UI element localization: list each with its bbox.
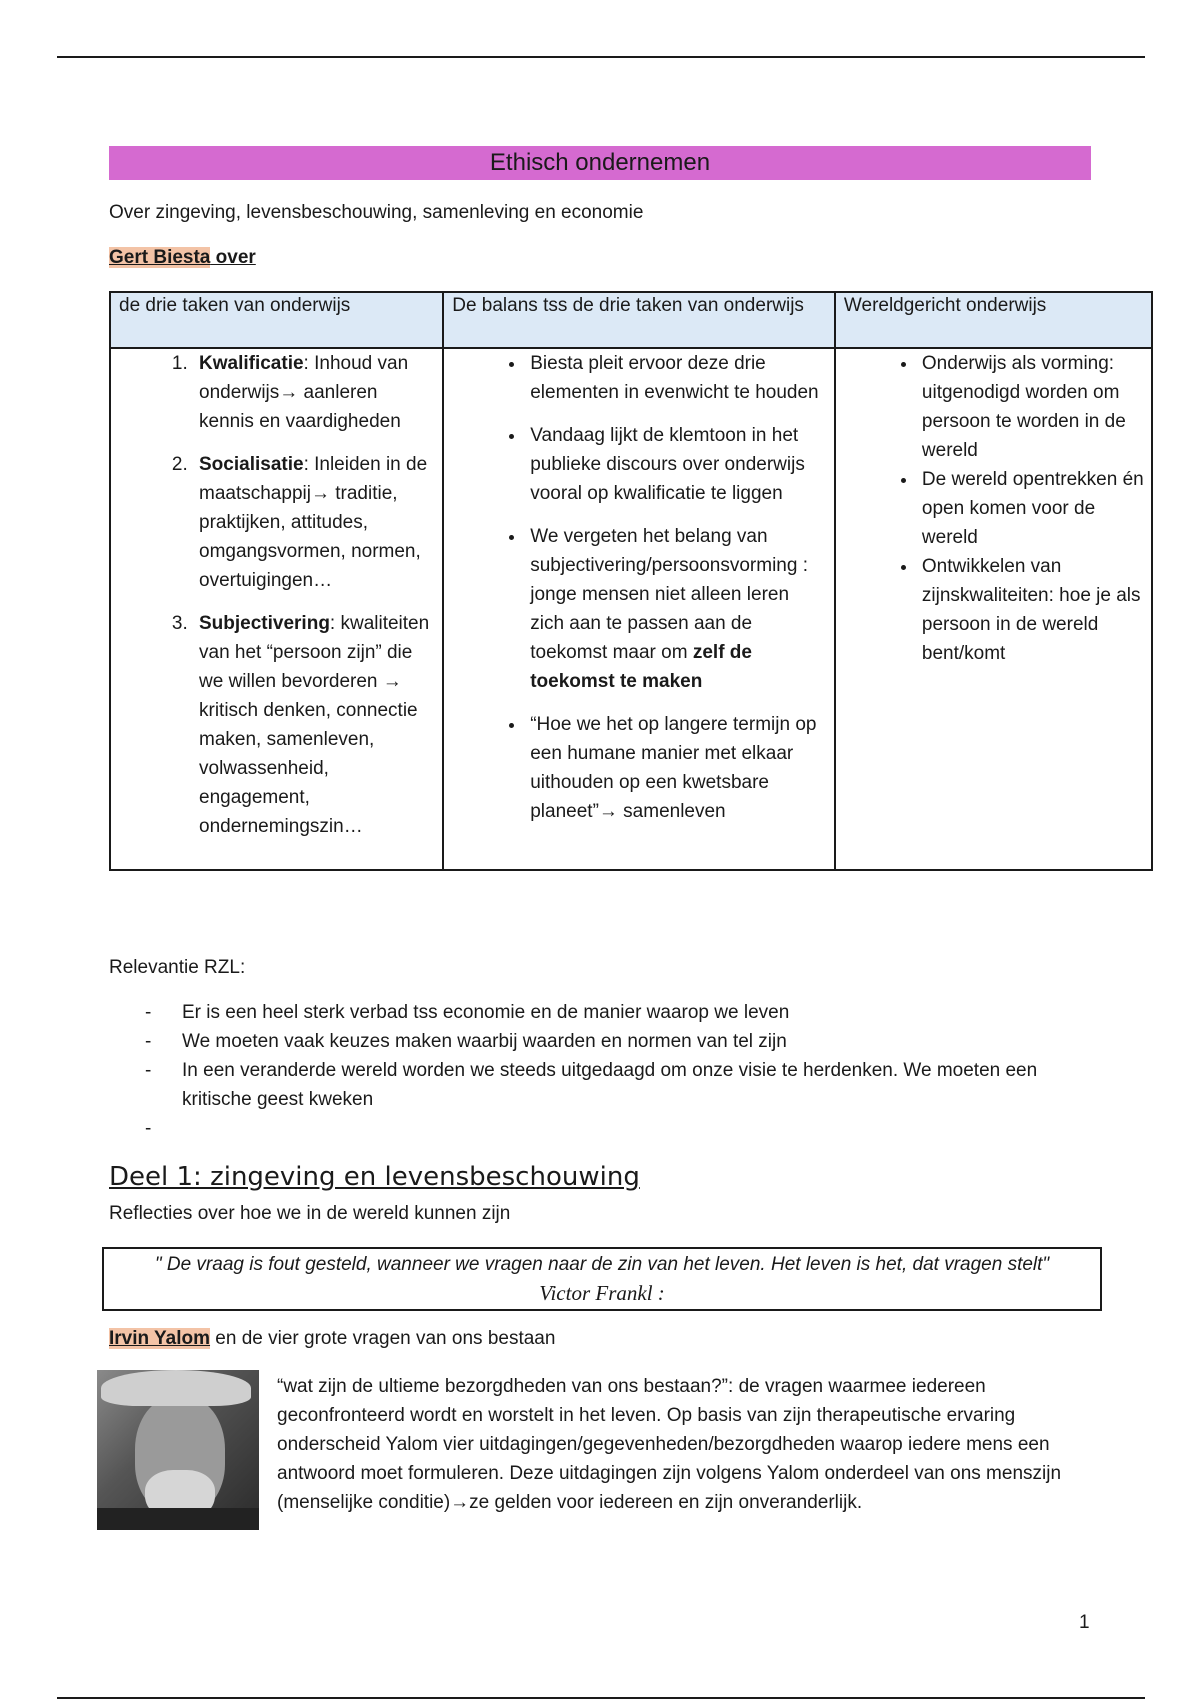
quote-box bbox=[102, 1247, 1102, 1311]
list-item: - In een veranderde wereld worden we steeds uitgedaagd om onze visie te herdenken. We moeten een kritische geest kweken bbox=[109, 1056, 1069, 1114]
table-header-cell: Wereldgericht onderwijs bbox=[835, 292, 1152, 348]
list-item: - We moeten vaak keuzes maken waarbij waarden en normen van tel zijn bbox=[109, 1027, 1069, 1056]
list-item bbox=[109, 1114, 1069, 1143]
list-item: • “Hoe we het op langere termijn op een humane manier met elkaar uithouden op een kwetsbare planeet”→ samenleven bbox=[526, 710, 828, 826]
quote-text: " De vraag is fout gesteld, wanneer we vragen naar de zin van het leven. Het leven is het, dat vragen stelt" bbox=[154, 1254, 1050, 1275]
relevance-heading: Relevantie RZL: bbox=[109, 957, 246, 978]
bottom-rule bbox=[57, 1697, 1145, 1699]
portrait-shirt bbox=[97, 1508, 259, 1530]
list-item: • De wereld opentrekken én open komen voor de wereld bbox=[918, 465, 1145, 552]
gert-biesta-suffix: over bbox=[210, 247, 256, 268]
table-header-cell: De balans tss de drie taken van onderwijs bbox=[443, 292, 835, 348]
yalom-portrait-image bbox=[97, 1370, 259, 1530]
list-item: 1. Kwalificatie: Inhoud van onderwijs→ aanleren kennis en vaardigheden bbox=[193, 349, 436, 436]
list-item: • Biesta pleit ervoor deze drie elementen in evenwicht te houden bbox=[526, 349, 828, 407]
list-item: 3. Subjectivering: kwaliteiten van het “persoon zijn” die we willen bevorderen → kritisch denken, connectie maken, samenleven, volwassenheid, engagement, ondernemingszin… bbox=[193, 609, 436, 841]
document-title: Ethisch ondernemen bbox=[109, 146, 1091, 180]
list-item: • Onderwijs als vorming: uitgenodigd worden om persoon te worden in de wereld bbox=[918, 349, 1145, 465]
page-number: 1 bbox=[1079, 1612, 1090, 1633]
section-subheading: Reflecties over hoe we in de wereld kunnen zijn bbox=[109, 1203, 511, 1224]
gert-biesta-heading bbox=[109, 244, 256, 272]
table-header-cell: de drie taken van onderwijs bbox=[110, 292, 443, 348]
yalom-name: Irvin Yalom bbox=[109, 1328, 211, 1349]
document-subtitle: Over zingeving, levensbeschouwing, samenleving en economie bbox=[109, 202, 644, 223]
list-item: • Ontwikkelen van zijnskwaliteiten: hoe je als persoon in de wereld bent/komt bbox=[918, 552, 1145, 668]
top-rule bbox=[57, 56, 1145, 58]
table-cell-balance bbox=[443, 348, 835, 870]
list-item: 2. Socialisatie: Inleiden in de maatschappij→ traditie, praktijken, attitudes, omgangsvormen, normen, overtuigingen… bbox=[193, 450, 436, 595]
yalom-paragraph: “wat zijn de ultieme bezorgdheden van ons bestaan?”: de vragen waarmee iedereen geconfronteerd wordt en worstelt in het leven. Op basis van zijn therapeutische ervaring onderscheid Yalom vier uitdagingen/gegevenheden/bezorgdheden waarop iedere mens een antwoord moet formuleren. Deze uitdagingen zijn volgens Yalom onderdeel van ons menszijn (menselijke conditie)→ze gelden voor iedereen en zijn onveranderlijk. bbox=[277, 1376, 1062, 1513]
list-item: • Vandaag lijkt de klemtoon in het publieke discours over onderwijs vooral op kwalificatie te liggen bbox=[526, 421, 828, 508]
portrait-hat bbox=[101, 1370, 251, 1406]
list-item: • We vergeten het belang van subjectivering/persoonsvorming : jonge mensen niet alleen leren zich aan te passen aan de toekomst maar om zelf de toekomst te maken bbox=[526, 522, 828, 696]
yalom-heading-rest: en de vier grote vragen van ons bestaan bbox=[210, 1328, 556, 1349]
gert-biesta-name: Gert Biesta bbox=[109, 247, 211, 268]
section-heading: Deel 1: zingeving en levensbeschouwing bbox=[109, 1162, 640, 1192]
table-cell-tasks bbox=[110, 348, 443, 870]
relevance-list bbox=[109, 998, 1069, 1143]
tasks-table bbox=[109, 291, 1153, 871]
quote-author: Victor Frankl : bbox=[539, 1281, 665, 1305]
yalom-heading bbox=[109, 1325, 555, 1353]
list-item: - Er is een heel sterk verbad tss economie en de manier waarop we leven bbox=[109, 998, 1069, 1027]
table-cell-world bbox=[835, 348, 1152, 870]
